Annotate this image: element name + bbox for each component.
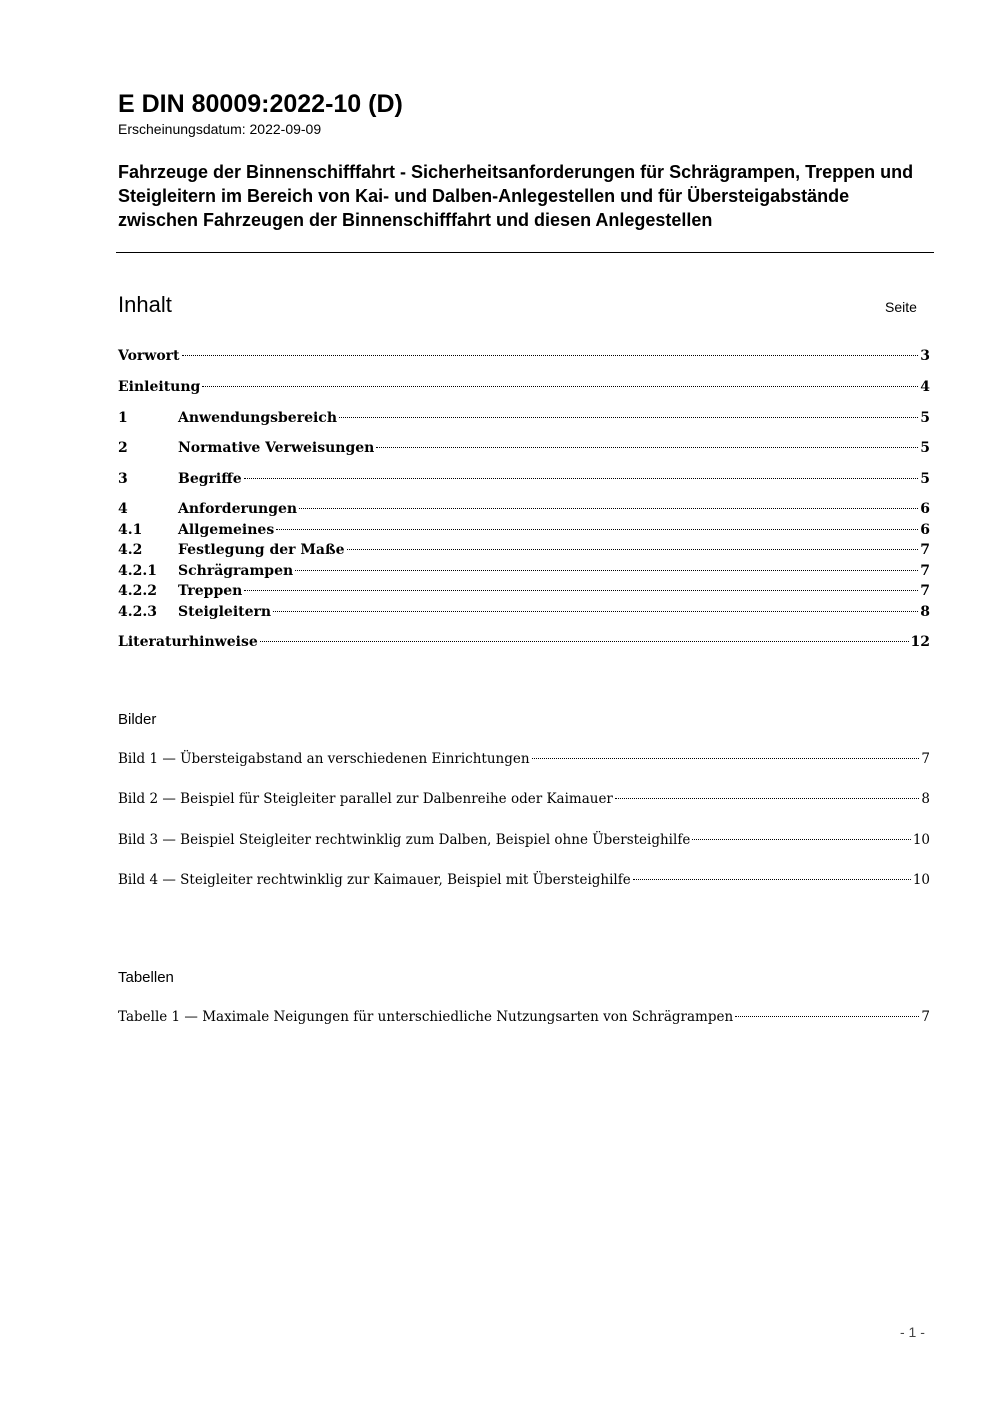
leader-dots bbox=[633, 879, 911, 880]
toc-entry-title: Vorwort bbox=[118, 348, 180, 364]
leader-dots bbox=[735, 1016, 919, 1017]
toc-entry-steigleitern[interactable] bbox=[118, 604, 930, 624]
toc-entry-page: 4 bbox=[920, 379, 930, 395]
leader-dots bbox=[244, 590, 918, 591]
toc-entry-begriffe[interactable] bbox=[118, 471, 930, 491]
toc-entry-page: 5 bbox=[920, 440, 930, 456]
figure-entry-title: Bild 2 — Beispiel für Steigleiter parallel zur Dalbenreihe oder Kaimauer bbox=[118, 791, 613, 807]
toc-entry-title: Anwendungsbereich bbox=[178, 410, 337, 426]
table-entry-title: Tabelle 1 — Maximale Neigungen für unterschiedliche Nutzungsarten von Schrägrampen bbox=[118, 1009, 734, 1025]
toc-entry-title: Allgemeines bbox=[178, 522, 275, 538]
toc-entry-number: 4.1 bbox=[118, 522, 143, 538]
leader-dots bbox=[276, 529, 918, 530]
toc-entry-title: Steigleitern bbox=[178, 604, 272, 620]
figure-entry-page: 7 bbox=[921, 751, 930, 767]
leader-dots bbox=[339, 417, 918, 418]
leader-dots bbox=[532, 758, 920, 759]
toc-entry-page: 3 bbox=[920, 348, 930, 364]
leader-dots bbox=[182, 355, 919, 356]
figure-entry-1[interactable] bbox=[118, 751, 930, 771]
table-entry-1[interactable] bbox=[118, 1009, 930, 1029]
document-id: E DIN 80009:2022-10 (D) bbox=[118, 90, 403, 118]
leader-dots bbox=[273, 611, 918, 612]
toc-entry-title: Einleitung bbox=[118, 379, 201, 395]
toc-entry-page: 7 bbox=[920, 542, 930, 558]
leader-dots bbox=[202, 386, 918, 387]
toc-entry-number: 4.2.1 bbox=[118, 563, 157, 579]
toc-page-label: Seite bbox=[885, 299, 917, 315]
toc-entry-number: 3 bbox=[118, 471, 128, 487]
figure-entry-title: Bild 3 — Beispiel Steigleiter rechtwinklig zum Dalben, Beispiel ohne Übersteighilfe bbox=[118, 832, 691, 848]
toc-entry-number: 4.2.3 bbox=[118, 604, 157, 620]
page-number: - 1 - bbox=[900, 1324, 925, 1340]
toc-entry-page: 6 bbox=[920, 522, 930, 538]
leader-dots bbox=[347, 549, 919, 550]
toc-entry-einleitung[interactable] bbox=[118, 379, 930, 399]
publication-date: Erscheinungsdatum: 2022-09-09 bbox=[118, 121, 322, 137]
toc-entry-anforderungen[interactable] bbox=[118, 501, 930, 521]
toc-entry-schraegrampen[interactable] bbox=[118, 563, 930, 583]
leader-dots bbox=[376, 447, 918, 448]
toc-entry-title: Schrägrampen bbox=[178, 563, 294, 579]
figure-entry-page: 10 bbox=[912, 832, 930, 848]
toc-heading: Inhalt bbox=[118, 292, 172, 317]
figure-entry-page: 8 bbox=[921, 791, 930, 807]
toc-entry-title: Normative Verweisungen bbox=[178, 440, 375, 456]
toc-entry-anwendungsbereich[interactable] bbox=[118, 410, 930, 430]
table-entry-page: 7 bbox=[921, 1009, 930, 1025]
toc-entry-festlegung-der-masse[interactable] bbox=[118, 542, 930, 562]
toc-entry-number: 4.2 bbox=[118, 542, 143, 558]
toc-entry-page: 8 bbox=[920, 604, 930, 620]
toc-entry-page: 6 bbox=[920, 501, 930, 517]
toc-entry-title: Begriffe bbox=[178, 471, 242, 487]
figures-heading: Bilder bbox=[118, 711, 157, 728]
toc-entry-vorwort[interactable] bbox=[118, 348, 930, 368]
toc-entry-title: Festlegung der Maße bbox=[178, 542, 345, 558]
toc-entry-number: 2 bbox=[118, 440, 128, 456]
toc-entry-allgemeines[interactable] bbox=[118, 522, 930, 542]
toc-entry-page: 7 bbox=[920, 583, 930, 599]
figure-entry-page: 10 bbox=[912, 872, 930, 888]
toc-entry-title: Anforderungen bbox=[178, 501, 298, 517]
toc-entry-page: 7 bbox=[920, 563, 930, 579]
toc-entry-number: 4.2.2 bbox=[118, 583, 157, 599]
leader-dots bbox=[299, 508, 918, 509]
leader-dots bbox=[260, 641, 909, 642]
toc-entry-literaturhinweise[interactable] bbox=[118, 634, 930, 654]
figure-entry-2[interactable] bbox=[118, 791, 930, 811]
toc-entry-number: 4 bbox=[118, 501, 128, 517]
tables-heading: Tabellen bbox=[118, 969, 174, 986]
toc-entry-page: 5 bbox=[920, 410, 930, 426]
leader-dots bbox=[615, 798, 920, 799]
figure-entry-title: Bild 1 — Übersteigabstand an verschiedenen Einrichtungen bbox=[118, 751, 530, 767]
toc-entry-page: 5 bbox=[920, 471, 930, 487]
toc-entry-number: 1 bbox=[118, 410, 128, 426]
figure-entry-4[interactable] bbox=[118, 872, 930, 892]
toc-entry-title: Literaturhinweise bbox=[118, 634, 258, 650]
figure-entry-title: Bild 4 — Steigleiter rechtwinklig zur Kaimauer, Beispiel mit Übersteighilfe bbox=[118, 872, 631, 888]
toc-entry-treppen[interactable] bbox=[118, 583, 930, 603]
document-title: Fahrzeuge der Binnenschifffahrt - Sicherheitsanforderungen für Schrägrampen, Treppen und Steigleitern im Bereich von Kai- und Dalben-Anlegestellen und für Übersteigabstände zwischen Fahrzeugen der Binnenschifffahrt und diesen Anlegestellen bbox=[118, 162, 914, 230]
toc-entry-title: Treppen bbox=[178, 583, 243, 599]
figure-entry-3[interactable] bbox=[118, 832, 930, 852]
title-divider bbox=[116, 252, 934, 253]
toc-entry-page: 12 bbox=[910, 634, 930, 650]
toc-entry-normative-verweisungen[interactable] bbox=[118, 440, 930, 460]
leader-dots bbox=[692, 839, 911, 840]
leader-dots bbox=[295, 570, 918, 571]
leader-dots bbox=[244, 478, 919, 479]
